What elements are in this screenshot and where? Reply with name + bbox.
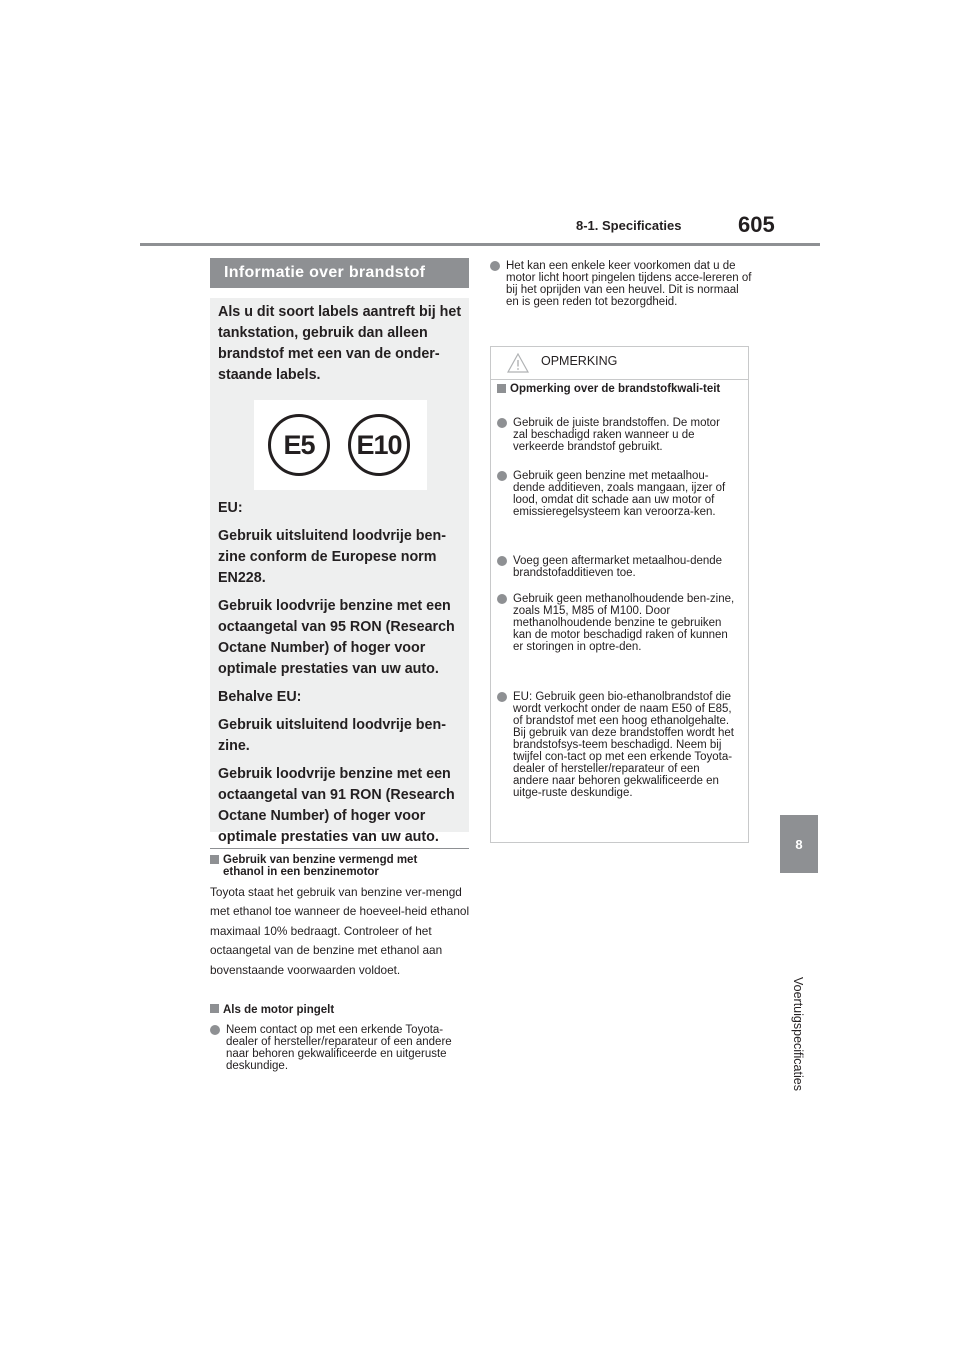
round-bullet-icon [210, 1025, 220, 1035]
page-number: 605 [738, 212, 775, 237]
ethanol-heading-row [210, 854, 460, 878]
knock-bullet-1: Neem contact op met een erkende Toyota-dealer of hersteller/reparateur of een andere naar behoren gekwalificeerde en uitgeruste deskundige. [226, 1024, 452, 1072]
eu-text-1: Gebruik uitsluitend loodvrije ben-zine conform de Europese norm EN228. [218, 528, 446, 586]
list-item [497, 470, 737, 518]
ethanol-text: Toyota staat het gebruik van benzine ver-mengd met ethanol toe wanneer de hoeveel-heid ethanol maximaal 10% bedraagt. Controleer of het octaangetal van de benzine met ethanol aan bovenstaande voorwaarden voldoet. [210, 885, 470, 977]
list-item [497, 417, 737, 453]
round-bullet-icon [497, 471, 507, 481]
note-bullet-2: Gebruik geen benzine met metaalhou-dende additieven, zoals mangaan, ijzer of lood, omdat dit schade aan uw motor of emissieregelsysteem kan veroorza-ken. [513, 470, 726, 518]
fuel-label-image [254, 400, 427, 490]
warning-icon [507, 353, 529, 373]
list-item [210, 1024, 474, 1072]
round-bullet-icon [497, 692, 507, 702]
list-item [497, 555, 737, 579]
list-item [490, 260, 752, 308]
info-intro: Als u dit soort labels aantreft bij het tankstation, gebruik dan alleen brandstof met een van de onder-staande labels. [218, 304, 462, 383]
list-item [497, 593, 737, 653]
note-bullet-1: Gebruik de juiste brandstoffen. De motor zal beschadigd raken wanneer u de verkeerde brandstof gebruikt. [513, 417, 720, 453]
knock-bullet-2: Het kan een enkele keer voorkomen dat u de motor licht hoort pingelen tijdens acce-lereren of bij het oprijden van een heuvel. Dit is normaal en is geen reden tot bezorgdheid. [506, 260, 752, 308]
note-bullet-5: EU: Gebruik geen bio-ethanolbrandstof die wordt verkocht onder de naam E50 of E85, of brandstof met een hoog ethanolgehalte. Bij gebruik van deze brandstoffen wordt het brandstofsys-teem beschadigd. Neem bij twijfel con-tact op met een erkende Toyota-dealer of hersteller/reparateur of een andere naar behoren gekwalificeerde en uitge-ruste deskundige. [513, 691, 734, 799]
round-bullet-icon [497, 594, 507, 604]
note-title-bar [491, 347, 748, 380]
round-bullet-icon [490, 261, 500, 271]
square-bullet-icon [210, 1004, 219, 1013]
note-bullet-3: Voeg geen aftermarket metaalhou-dende brandstofadditieven toe. [513, 555, 723, 579]
square-bullet-icon [210, 855, 219, 864]
info-title-bar: Informatie over brandstof [210, 258, 469, 288]
header-rule [140, 243, 820, 246]
knock-heading-row [210, 1004, 460, 1016]
non-eu-text-2: Gebruik loodvrije benzine met een octaangetal van 91 RON (Research Octane Number) of hoger voor optimale prestaties van uw auto. [218, 766, 455, 845]
note-box [490, 346, 749, 843]
note-heading-row [497, 383, 733, 395]
list-item [497, 691, 737, 799]
section-title: 8-1. Specificaties [576, 218, 682, 233]
chapter-label: Voertuigspecificaties [791, 977, 805, 1091]
chapter-tab: 8 [780, 815, 818, 873]
e5-label: E5 [268, 414, 330, 476]
fuel-info-box [210, 298, 469, 845]
non-eu-text-1: Gebruik uitsluitend loodvrije ben-zine. [218, 717, 446, 754]
non-eu-heading: Behalve EU: [218, 689, 302, 705]
eu-text-2: Gebruik loodvrije benzine met een octaangetal van 95 RON (Research Octane Number) of hoger voor optimale prestaties van uw auto. [218, 598, 455, 677]
note-bullet-4: Gebruik geen methanolhoudende ben-zine, zoals M15, M85 of M100. Door methanolhoudende benzine te gebruiken kan de motor beschadigd raken of kunnen er storingen in optre-den. [513, 593, 735, 653]
knock-heading: Als de motor pingelt [223, 1004, 335, 1016]
note-heading: Opmerking over de brandstofkwali-teit [510, 383, 721, 395]
e10-label: E10 [348, 414, 410, 476]
eu-heading: EU: [218, 500, 243, 516]
round-bullet-icon [497, 418, 507, 428]
note-title: OPMERKING [541, 354, 618, 368]
divider [210, 848, 469, 849]
round-bullet-icon [497, 556, 507, 566]
ethanol-heading: Gebruik van benzine vermengd met ethanol in een benzinemotor [223, 854, 418, 878]
square-bullet-icon [497, 384, 506, 393]
